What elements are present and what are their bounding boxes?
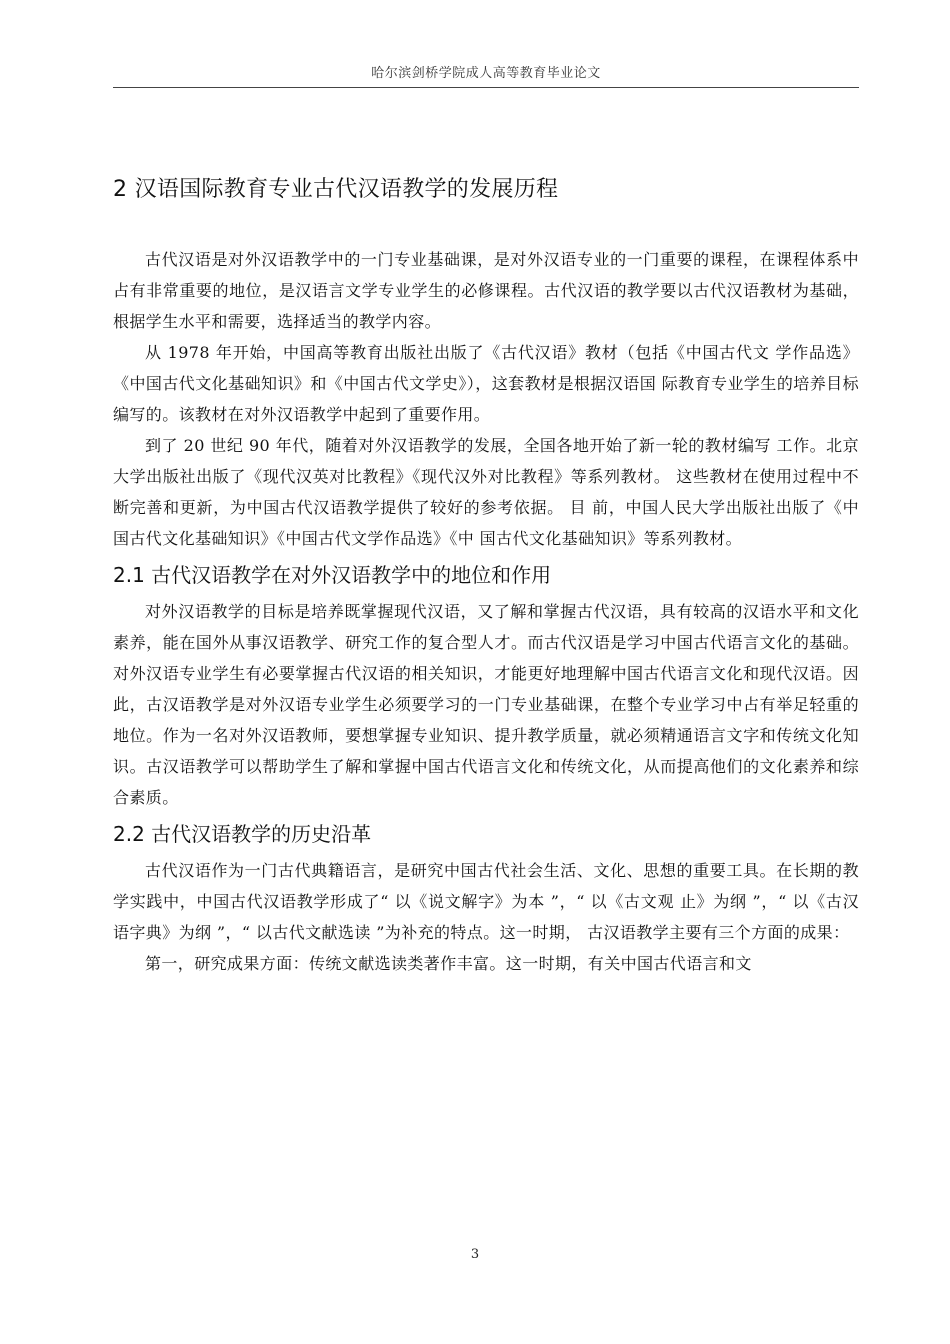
section-title-2-1: 2.1 古代汉语教学在对外汉语教学中的地位和作用: [113, 563, 552, 587]
page-number: 3: [470, 1247, 480, 1262]
paragraph: 到了 20 世纪 90 年代，随着对外汉语教学的发展，全国各地开始了新一轮的教材编写 工作。北京大学出版社出版了《现代汉英对比教程》《现代汉外对比教程》等系列教材。 这些教材在使用过程中不断完善和更新，为中国古代汉语教学提供了较好的参考依据。 目 前，中国人民大学出版社出版了《中国古代文化基础知识》《中国古代文学作品选》《中 国古代文化基础知识》等系列教材。: [113, 436, 859, 548]
header-divider: [113, 87, 859, 88]
paragraph: 对外汉语教学的目标是培养既掌握现代汉语，又了解和掌握古代汉语，具有较高的汉语水平和文化素养，能在国外从事汉语教学、研究工作的复合型人才。而古代汉语是学习中国古代语言文化的基础。对外汉语专业学生有必要掌握古代汉语的相关知识，才能更好地理解中国古代语言文化和现代汉语。因此，古汉语教学是对外汉语专业学生必须要学习的一门专业基础课，在整个专业学习中占有举足轻重的地位。作为一名对外汉语教师，要想掌握专业知识、提升教学质量，就必须精通语言文字和传统文化知识。古汉语教学可以帮助学生了解和掌握中国古代语言文化和传统文化，从而提高他们的文化素养和综合素质。: [113, 602, 859, 807]
paragraph: 古代汉语是对外汉语教学中的一门专业基础课，是对外汉语专业的一门重要的课程，在课程体系中占有非常重要的地位，是汉语言文学专业学生的必修课程。古代汉语的教学要以古代汉语教材为基础，根据学生水平和需要，选择适当的教学内容。: [113, 250, 859, 331]
paragraph: 第一，研究成果方面：传统文献选读类著作丰富。这一时期，有关中国古代语言和文: [145, 954, 752, 973]
running-header: 哈尔滨剑桥学院成人高等教育毕业论文: [371, 66, 601, 81]
paragraph: 从 1978 年开始，中国高等教育出版社出版了《古代汉语》教材（包括《中国古代文 学作品选》《中国古代文化基础知识》和《中国古代文学史》），这套教材是根据汉语国 际教育专业学生的培养目标编写的。该教材在对外汉语教学中起到了重要作用。: [113, 343, 859, 424]
page-body: [113, 168, 859, 979]
chapter-title: 2 汉语国际教育专业古代汉语教学的发展历程: [113, 177, 559, 202]
paragraph: 古代汉语作为一门古代典籍语言，是研究中国古代社会生活、文化、思想的重要工具。在长期的教学实践中，中国古代汉语教学形成了“ 以《说文解字》为本 ”，“ 以《古文观 止》为纲 ”，“ 以《古汉语字典》为纲 ”，“ 以古代文献选读 ”为补充的特点。这一时期， 古汉语教学主要有三个方面的成果：: [113, 861, 859, 942]
section-title-2-2: 2.2 古代汉语教学的历史沿革: [113, 822, 372, 846]
